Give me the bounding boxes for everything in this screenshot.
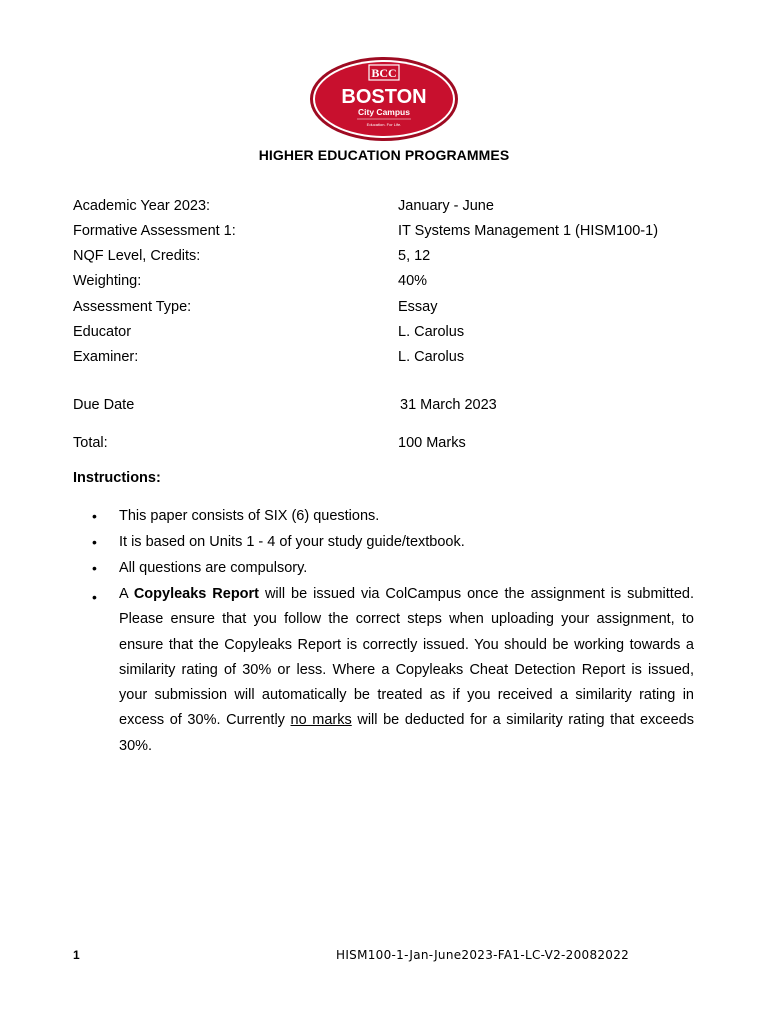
instructions-title: Instructions: — [73, 470, 161, 486]
instructions-list — [92, 507, 694, 759]
detail-label: Total: — [73, 435, 108, 451]
detail-value: 40% — [398, 273, 428, 289]
detail-label: Assessment Type: — [73, 299, 192, 315]
detail-value: 100 Marks — [398, 435, 466, 451]
detail-label: Formative Assessment 1: — [73, 223, 236, 239]
detail-value: L. Carolus — [398, 349, 465, 365]
bullet-icon: • — [92, 560, 97, 576]
detail-label: NQF Level, Credits: — [73, 248, 201, 264]
logo-initials: BCC — [371, 66, 397, 80]
detail-label: Academic Year 2023: — [73, 198, 211, 214]
logo-name: BOSTON — [341, 86, 427, 108]
bullet-icon: • — [92, 589, 97, 605]
copyleaks-report-term: Copyleaks Report — [133, 586, 260, 602]
page-heading: HIGHER EDUCATION PROGRAMMES — [258, 147, 510, 163]
copyleaks-body: will be issued via ColCampus once the assignment is submitted. Please ensure that you follow the correct steps when uploading your assignment, to ensure that the Copyleaks Report is correctly issued. You should be working towards a similarity rating of 30% or less. Where a Copyleaks Cheat Detection Report is issued, your submission will automatically be treated as if you received a similarity rating in excess of 30%. Currently — [119, 586, 694, 729]
no-marks-emphasis: no marks — [290, 712, 352, 729]
detail-value: 31 March 2023 — [400, 397, 497, 413]
detail-label: Educator — [73, 324, 132, 340]
bullet-icon: • — [92, 534, 97, 550]
detail-value: IT Systems Management 1 (HISM100-1) — [398, 223, 659, 239]
instruction-text: It is based on Units 1 - 4 of your study guide/textbook. — [119, 534, 465, 550]
detail-value: Essay — [398, 299, 438, 315]
detail-value: January - June — [398, 198, 494, 214]
instruction-text: All questions are compulsory. — [119, 560, 308, 576]
document-code: HISM100-1-Jan-June2023-FA1-LC-V2-20082022 — [336, 948, 630, 962]
list-item-copyleaks — [92, 582, 694, 759]
instruction-text: This paper consists of SIX (6) questions. — [119, 508, 380, 524]
detail-value: 5, 12 — [398, 248, 431, 264]
copyleaks-suffix: will be deducted for a similarity rating that exceeds 30%. — [119, 712, 694, 754]
logo-tagline: Education. For Life. — [366, 122, 402, 127]
detail-label: Weighting: — [73, 273, 142, 289]
copyleaks-prefix: A — [119, 586, 134, 602]
page-number: 1 — [73, 948, 80, 962]
bullet-icon: • — [92, 508, 97, 524]
detail-value: L. Carolus — [398, 324, 465, 340]
logo-subtitle: City Campus — [358, 107, 410, 117]
detail-label: Due Date — [73, 397, 135, 413]
boston-city-campus-logo — [309, 56, 459, 142]
list-item — [92, 559, 694, 577]
list-item — [92, 533, 694, 551]
list-item — [92, 507, 694, 525]
detail-label: Examiner: — [73, 349, 139, 365]
